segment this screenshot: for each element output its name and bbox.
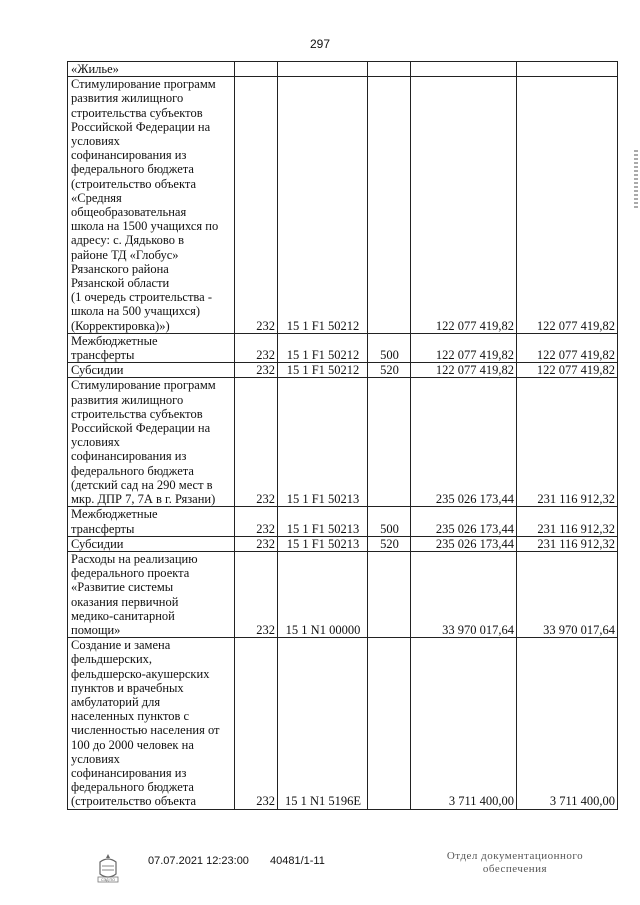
row-name <box>68 638 235 809</box>
row-ved <box>235 62 278 77</box>
row-ved: 232 <box>235 551 278 637</box>
row-code: 15 1 N1 5196Е <box>278 638 368 809</box>
row-sum-executed: 231 116 912,32 <box>517 378 618 507</box>
scan-edge-mark <box>634 150 638 210</box>
table-row <box>68 507 618 536</box>
row-sum-executed: 122 077 419,82 <box>517 333 618 362</box>
row-sum-2021: 235 026 173,44 <box>411 507 517 536</box>
row-name-text: «Жилье» <box>71 62 119 76</box>
row-code: 15 1 F1 50212 <box>278 363 368 378</box>
row-vr <box>368 77 411 334</box>
row-vr: 500 <box>368 333 411 362</box>
table-row <box>68 638 618 809</box>
row-name <box>68 363 235 378</box>
row-vr <box>368 62 411 77</box>
table-row <box>68 77 618 334</box>
row-vr: 500 <box>368 507 411 536</box>
row-name <box>68 62 235 77</box>
table-row <box>68 378 618 507</box>
row-ved: 232 <box>235 507 278 536</box>
registration-date: 07.07.2021 12:23:00 <box>148 855 249 867</box>
row-name-text: Межбюджетные трансферты <box>71 507 158 536</box>
row-vr: 520 <box>368 363 411 378</box>
row-name-text: Стимулирование программ развития жилищного строительства субъектов Российской Федерации на условиях софинансирования из федерального бюджета (детский сад на 290 мест в мкр. ДПР 7, 7А в г. Рязани) <box>71 378 216 507</box>
row-name-text: Межбюджетные трансферты <box>71 333 158 363</box>
row-sum-executed: 122 077 419,82 <box>517 363 618 378</box>
row-sum-executed: 3 711 400,00 <box>517 638 618 809</box>
document-footer <box>0 850 640 890</box>
coat-of-arms-icon <box>92 852 124 884</box>
row-sum-2021: 122 077 419,82 <box>411 363 517 378</box>
table-row <box>68 363 618 378</box>
row-name <box>68 378 235 507</box>
row-sum-executed: 33 970 017,64 <box>517 551 618 637</box>
row-sum-2021 <box>411 62 517 77</box>
registration-number: 40481/1-11 <box>270 855 325 867</box>
row-name <box>68 333 235 362</box>
row-name-text: Расходы на реализацию федерального проекта «Развитие системы оказания первичной медико-санитарной помощи» <box>71 551 198 637</box>
row-sum-2021: 122 077 419,82 <box>411 77 517 334</box>
row-name <box>68 507 235 536</box>
row-ved: 232 <box>235 333 278 362</box>
table-row <box>68 62 618 77</box>
table-row <box>68 333 618 362</box>
row-sum-2021: 235 026 173,44 <box>411 378 517 507</box>
svg-text:СЭД ПО: СЭД ПО <box>101 878 115 883</box>
row-name-text: Создание и замена фельдшерских, фельдшерско-акушерских пунктов и врачебных амбулаторий для населенных пунктов с численностью населения от 100 до 2000 человек на условиях софинансирования из федерального бюджета (строительство объекта <box>71 638 220 809</box>
row-code: 15 1 F1 50213 <box>278 378 368 507</box>
table-row <box>68 551 618 637</box>
row-name-text: Субсидии <box>71 363 124 378</box>
row-name-text: Стимулирование программ развития жилищного строительства субъектов Российской Федерации на условиях софинансирования из федерального бюджета (строительство объекта «Средняя общеобразовательная школа на 1500 учащихся по адресу: с. Дядьково в районе ТД «Глобус» Рязанского района Рязанской области (1 очередь строительства - школа на 500 учащихся) (Корректировка)») <box>71 77 219 333</box>
row-code: 15 1 F1 50213 <box>278 507 368 536</box>
row-ved: 232 <box>235 363 278 378</box>
row-sum-executed: 122 077 419,82 <box>517 77 618 334</box>
row-vr <box>368 638 411 809</box>
row-sum-executed: 231 116 912,32 <box>517 536 618 551</box>
row-sum-executed <box>517 62 618 77</box>
row-code: 15 1 F1 50212 <box>278 333 368 362</box>
row-ved: 232 <box>235 77 278 334</box>
row-vr <box>368 551 411 637</box>
row-name-text: Субсидии <box>71 536 124 551</box>
row-name <box>68 77 235 334</box>
table-row <box>68 536 618 551</box>
budget-table <box>67 61 618 810</box>
row-ved: 232 <box>235 378 278 507</box>
department-stamp: Отдел документационного обеспечения <box>446 850 584 875</box>
row-sum-2021: 33 970 017,64 <box>411 551 517 637</box>
page-number: 297 <box>309 37 331 51</box>
row-sum-2021: 235 026 173,44 <box>411 536 517 551</box>
row-name <box>68 551 235 637</box>
row-sum-executed: 231 116 912,32 <box>517 507 618 536</box>
row-name <box>68 536 235 551</box>
row-sum-2021: 3 711 400,00 <box>411 638 517 809</box>
row-vr <box>368 378 411 507</box>
row-code: 15 1 N1 00000 <box>278 551 368 637</box>
row-ved: 232 <box>235 638 278 809</box>
row-sum-2021: 122 077 419,82 <box>411 333 517 362</box>
row-code: 15 1 F1 50212 <box>278 77 368 334</box>
row-ved: 232 <box>235 536 278 551</box>
row-vr: 520 <box>368 536 411 551</box>
row-code <box>278 62 368 77</box>
row-code: 15 1 F1 50213 <box>278 536 368 551</box>
